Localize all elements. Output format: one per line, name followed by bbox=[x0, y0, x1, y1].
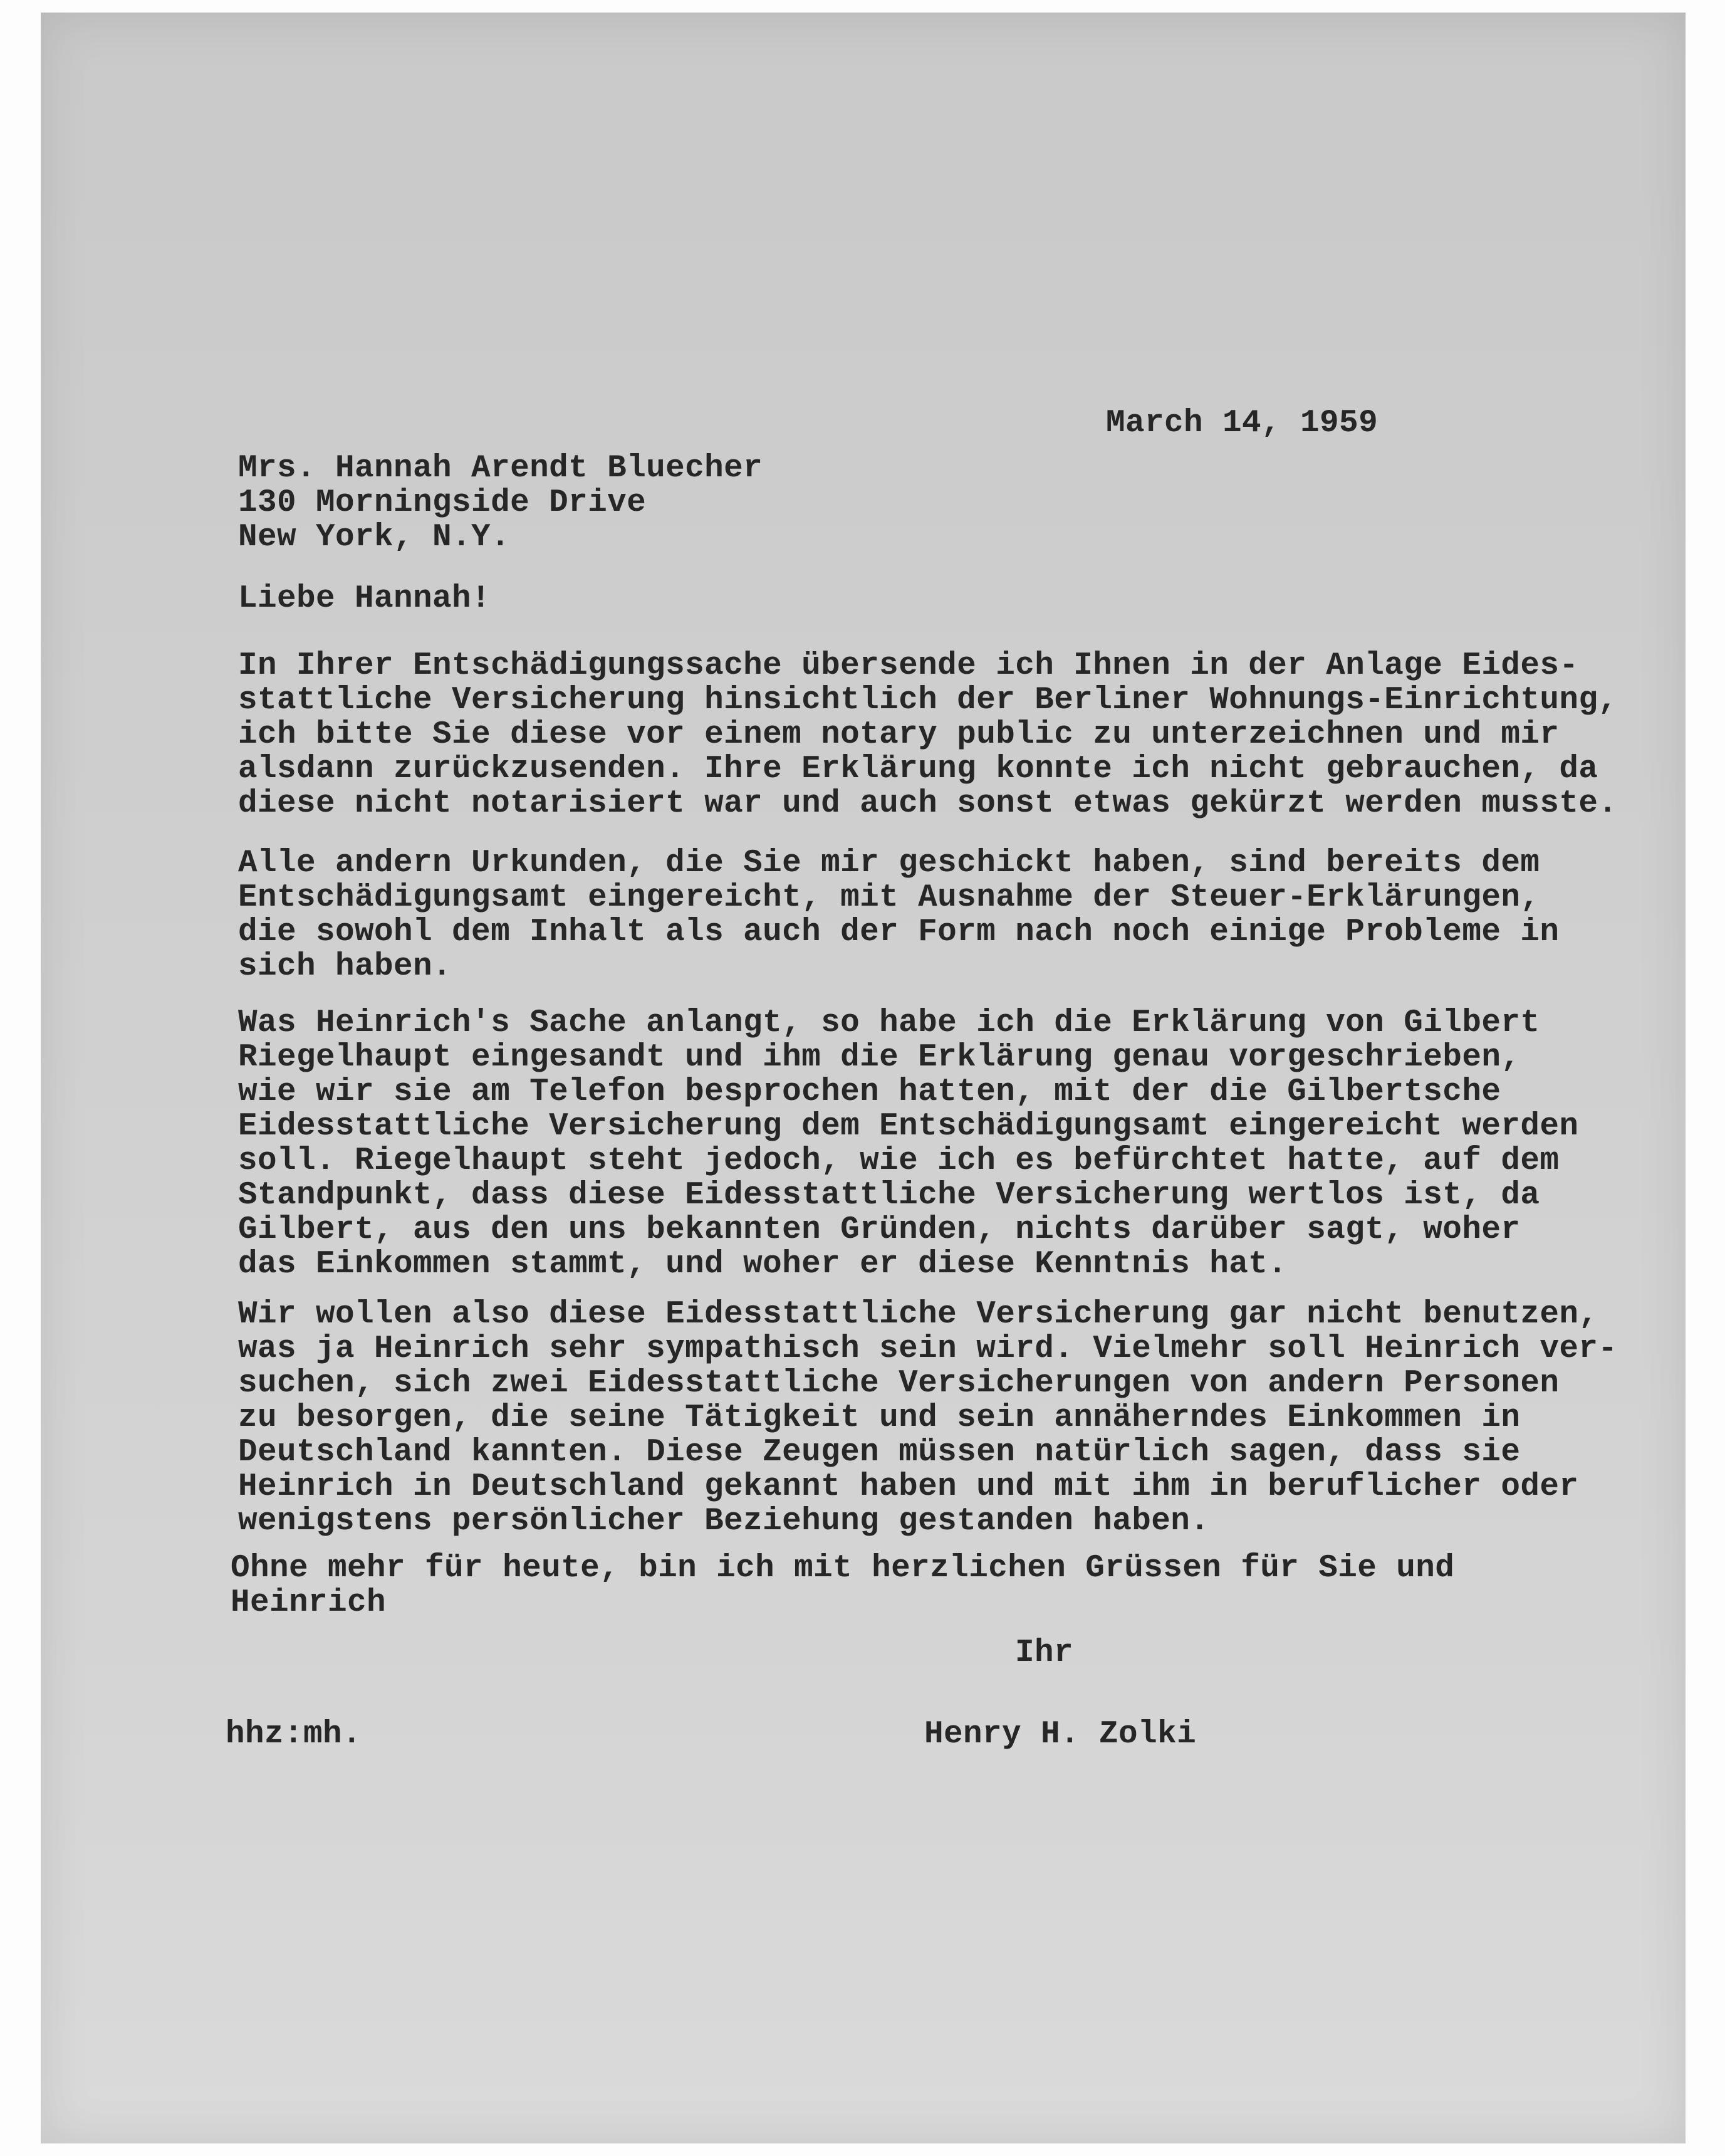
closing-paragraph bbox=[231, 1551, 1454, 1620]
paragraph-line: wenigstens persönlicher Beziehung gestanden haben. bbox=[238, 1504, 1210, 1539]
paragraph-line: soll. Riegelhaupt steht jedoch, wie ich es befürchtet hatte, auf dem bbox=[238, 1143, 1560, 1179]
paragraph-line: alsdann zurückzusenden. Ihre Erklärung konnte ich nicht gebrauchen, da bbox=[238, 751, 1598, 787]
recipient-name: Mrs. Hannah Arendt Bluecher bbox=[238, 451, 763, 486]
paragraph-line: Entschädigungsamt eingereicht, mit Ausnahme der Steuer-Erklärungen, bbox=[238, 880, 1540, 916]
paragraph-line: was ja Heinrich sehr sympathisch sein wird. Vielmehr soll Heinrich ver- bbox=[238, 1331, 1618, 1367]
paragraph-line: wie wir sie am Telefon besprochen hatten, mit der die Gilbertsche bbox=[238, 1074, 1501, 1110]
paragraph-line: Heinrich bbox=[231, 1585, 387, 1621]
paragraph-line: Wir wollen also diese Eidesstattliche Versicherung gar nicht benutzen, bbox=[238, 1297, 1598, 1332]
paragraph-line: In Ihrer Entschädigungssache übersende ich Ihnen in der Anlage Eides- bbox=[238, 648, 1579, 684]
paragraph-line: sich haben. bbox=[238, 949, 452, 985]
salutation: Liebe Hannah! bbox=[238, 581, 491, 617]
paragraph-line: Deutschland kannten. Diese Zeugen müssen natürlich sagen, dass sie bbox=[238, 1435, 1521, 1470]
paragraph-line: Standpunkt, dass diese Eidesstattliche Versicherung wertlos ist, da bbox=[238, 1178, 1540, 1213]
paragraph-line: die sowohl dem Inhalt als auch der Form nach noch einige Probleme in bbox=[238, 914, 1560, 950]
paragraph-4 bbox=[238, 1297, 1617, 1539]
paragraph-line: Riegelhaupt eingesandt und ihm die Erklärung genau vorgeschrieben, bbox=[238, 1040, 1521, 1075]
paragraph-line: Gilbert, aus den uns bekannten Gründen, nichts darüber sagt, woher bbox=[238, 1212, 1521, 1248]
letter-date: March 14, 1959 bbox=[1106, 406, 1378, 441]
paragraph-line: Was Heinrich's Sache anlangt, so habe ich die Erklärung von Gilbert bbox=[238, 1005, 1540, 1041]
valediction: Ihr bbox=[1015, 1635, 1074, 1671]
paragraph-line: zu besorgen, die seine Tätigkeit und sein annäherndes Einkommen in bbox=[238, 1400, 1521, 1436]
paragraph-1 bbox=[238, 649, 1617, 821]
paragraph-line: Alle andern Urkunden, die Sie mir geschickt haben, sind bereits dem bbox=[238, 845, 1540, 881]
reference-initials: hhz:mh. bbox=[226, 1717, 362, 1752]
recipient-address bbox=[238, 451, 763, 555]
recipient-city: New York, N.Y. bbox=[238, 520, 511, 555]
paragraph-3 bbox=[238, 1006, 1578, 1282]
paragraph-line: ich bitte Sie diese vor einem notary public zu unterzeichnen und mir bbox=[238, 717, 1560, 753]
paragraph-line: Eidesstattliche Versicherung dem Entschädigungsamt eingereicht werden bbox=[238, 1109, 1579, 1144]
paragraph-line: das Einkommen stammt, und woher er diese Kenntnis hat. bbox=[238, 1247, 1288, 1282]
paragraph-line: stattliche Versicherung hinsichtlich der Berliner Wohnungs-Einrichtung, bbox=[238, 683, 1618, 718]
recipient-street: 130 Morningside Drive bbox=[238, 485, 647, 521]
signature-name: Henry H. Zolki bbox=[924, 1717, 1197, 1752]
paragraph-line: diese nicht notarisiert war und auch sonst etwas gekürzt werden musste. bbox=[238, 786, 1618, 822]
paragraph-2 bbox=[238, 846, 1559, 984]
paragraph-line: Ohne mehr für heute, bin ich mit herzlichen Grüssen für Sie und bbox=[231, 1551, 1455, 1586]
paragraph-line: Heinrich in Deutschland gekannt haben und mit ihm in beruflicher oder bbox=[238, 1469, 1579, 1505]
paragraph-line: suchen, sich zwei Eidesstattliche Versicherungen von andern Personen bbox=[238, 1366, 1560, 1401]
